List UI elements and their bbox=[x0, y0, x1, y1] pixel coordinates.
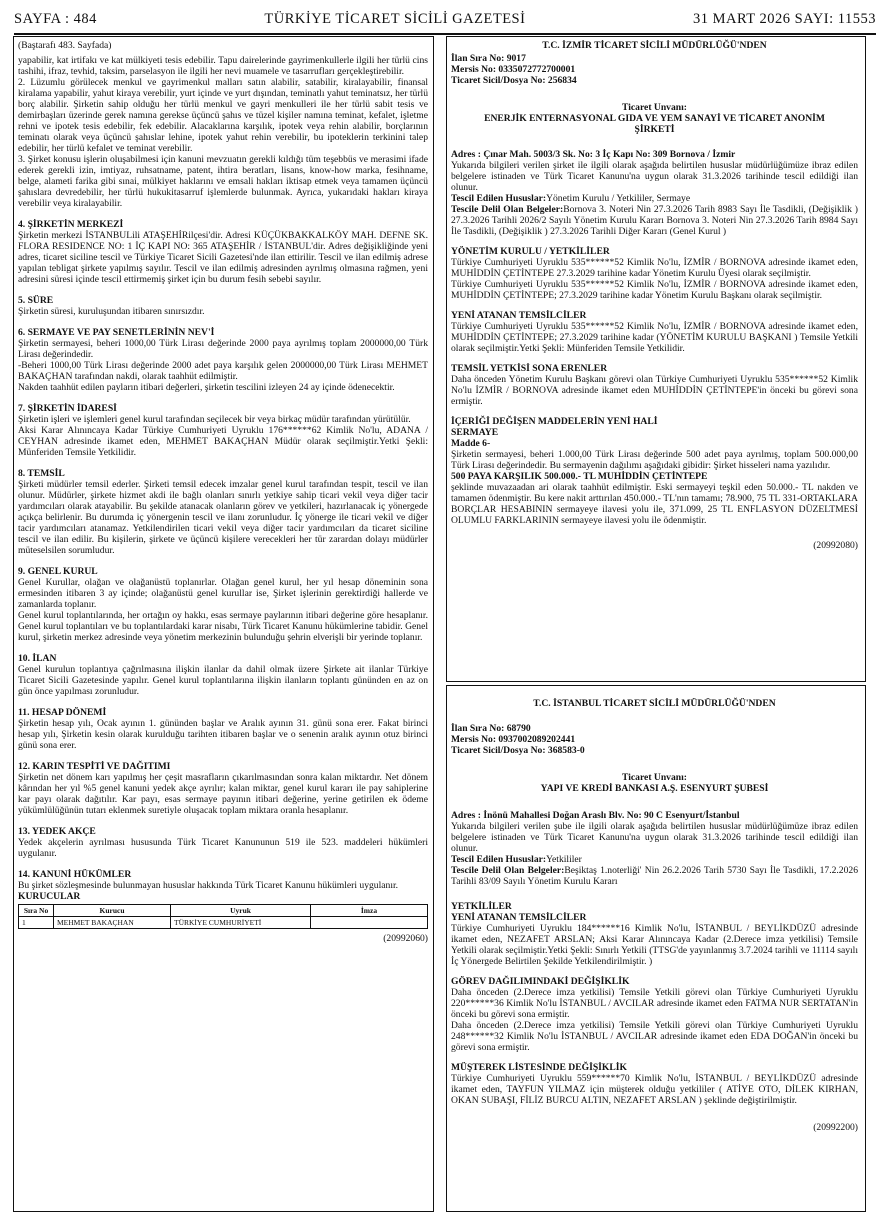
section-title: 6. SERMAYE VE PAY SENETLERİNİN NEV'İ bbox=[18, 327, 215, 338]
table-cell: MEHMET BAKAÇHAN bbox=[54, 917, 171, 929]
section-text: Genel Kurullar, olağan ve olağanüstü toplanırlar. Olağan genel kurul, her yıl hesap döneminin sona ermesinden itibaren 3 ay içinde; olağanüstü genel kurullar ise, Şirket işlerinin gerektirdiği hallerde ve zamanlarda toplanır. bbox=[18, 577, 428, 610]
section-text: Genel kurul toplantılarında, her ortağın oy hakkı, esas sermaye paylarının itibari değerine göre hesaplanır. Genel kurul toplantıları ve bu toplantılardaki karar nisabı, Türk Ticaret Kanunu hükümlerine tabidir. Genel kurul, şirketin merkez adresinde veya yönetim merkezinin bulunduğu şehrin elverişli bir yerinde toplanır. bbox=[18, 610, 428, 643]
ilan-no: İlan Sıra No: 9017 bbox=[451, 53, 526, 64]
section-text: Bu şirket sözleşmesinde bulunmayan hususlar hakkında Türk Ticaret Kanunu hükümleri uygulanır. bbox=[18, 880, 399, 891]
section-text: Şirketin işleri ve işlemleri genel kurul tarafından seçilecek bir veya birkaç müdür tarafından yürütülür. bbox=[18, 414, 411, 425]
gazette-title: TÜRKİYE TİCARET SİCİLİ GAZETESİ bbox=[264, 10, 526, 27]
section-text: Aksi Karar Alınıncaya Kadar Türkiye Cumhuriyeti Uyruklu 176******62 Kimlik No'lu, ADANA / CEYHAN adresinde ikamet eden, MEHMET BAKAÇHAN Müdür olarak seçilmiştir.Yetki Şekli: Münferiden Temsile Yetkilidir. bbox=[18, 425, 428, 458]
section-title: YETKİLİLER bbox=[451, 901, 512, 912]
trade-name-label: Ticaret Unvanı: bbox=[622, 772, 687, 783]
ilan-no: İlan Sıra No: 68790 bbox=[451, 723, 531, 734]
col-header: Uyruk bbox=[171, 905, 311, 917]
field-value: Yetkililer bbox=[546, 854, 582, 865]
notice-ref: (20992080) bbox=[813, 540, 858, 551]
notice-istanbul bbox=[451, 698, 858, 1133]
table-header-row bbox=[19, 905, 428, 917]
address: Adres : İnönü Mahallesi Doğan Araslı Blv. No: 90 C Esenyurt/İstanbul bbox=[451, 810, 740, 821]
section-title: 14. KANUNİ HÜKÜMLER bbox=[18, 869, 132, 880]
table-cell: 1 bbox=[19, 917, 54, 929]
section-text: Daha önceden Yönetim Kurulu Başkanı görevi olan Türkiye Cumhuriyeti Uyruklu 535******52 Kimlik No'lu İZMİR / BORNOVA adresinde ikamet eden MUHİDDİN ÇETİNTEPE'in önceki bu görevi sona ermiştir. bbox=[451, 374, 858, 407]
section-text: Şirketin sermayesi, beheri 1000,00 Türk Lirası değerinde 2000 paya ayrılmış toplam 2000000,00 Türk Lirası değerindedir. bbox=[18, 338, 428, 360]
section-title: YENİ ATANAN TEMSİLCİLER bbox=[451, 310, 587, 321]
founders-table bbox=[18, 904, 428, 929]
sicil-no: Ticaret Sicil/Dosya No: 256834 bbox=[451, 75, 577, 86]
section-text: Türkiye Cumhuriyeti Uyruklu 535******52 Kimlik No'lu, İZMİR / BORNOVA adresinde ikamet eden, MUHİDDİN ÇETİNTEPE; 27.3.2029 tarihine kadar Yönetim Kurulu Başkanı olarak seçilmiştir. bbox=[451, 279, 858, 301]
section-text: Yedek akçelerin ayrılması hususunda Türk Ticaret Kanununun 519 ile 523. maddeleri hükümleri uygulanır. bbox=[18, 837, 428, 859]
issue-date: 31 MART 2026 SAYI: 11553 bbox=[692, 10, 876, 27]
section-text: Daha önceden (2.Derece imza yetkilisi) Temsile Yetkili görevi olan Türkiye Cumhuriyeti Uyruklu 248******32 Kimlik No'lu İSTANBUL / AVCILAR adresinde ikamet eden EDA DOĞAN'in önceki bu görevi sona ermiştir. bbox=[451, 1020, 858, 1053]
continued-note: (Baştarafı 483. Sayfada) bbox=[18, 40, 112, 51]
section-title: 4. ŞİRKETİN MERKEZİ bbox=[18, 219, 124, 230]
col-header: Sıra No bbox=[19, 905, 54, 917]
sicil-no: Ticaret Sicil/Dosya No: 368583-0 bbox=[451, 745, 585, 756]
table-row bbox=[19, 917, 428, 929]
intro-text: Yukarıda bilgileri verilen şube ile ilgili olarak aşağıda belirtilen hususlar müdürlüğümüze ibraz edilen belgelere istinaden ve Türk Ticaret Kanunu'na uygun olarak 31.3.2026 tarihinde tescil edildiği ilan olunur. bbox=[451, 821, 858, 854]
section-text: Şirketin hesap yılı, Ocak ayının 1. gününden başlar ve Aralık ayının 31. günü sona erer. Fakat birinci hesap yılı, Şirketin kesin olarak kurulduğu tarihten itibaren başlar ve o senenin aralık ayının otuz birinci günü sona erer. bbox=[18, 718, 428, 751]
section-title: 8. TEMSİL bbox=[18, 468, 65, 479]
field-label: Tescil Edilen Hususlar: bbox=[451, 193, 547, 204]
field-label: Tescile Delil Olan Belgeler: bbox=[451, 204, 564, 215]
table-cell: TÜRKİYE CUMHURİYETİ bbox=[171, 917, 311, 929]
section-title: YÖNETİM KURULU / YETKİLİLER bbox=[451, 246, 610, 257]
section-title: 10. İLAN bbox=[18, 653, 57, 664]
registered-items bbox=[451, 193, 858, 204]
trade-name: ENERJİK ENTERNASYONAL GIDA VE YEM SANAYİ VE TİCARET ANONİM ŞİRKETİ bbox=[484, 113, 825, 135]
section-text: 500 PAYA KARŞILIK 500.000.- TL MUHİDDİN ÇETİNTEPE bbox=[451, 471, 708, 482]
field-label: Tescile Delil Olan Belgeler: bbox=[451, 865, 565, 876]
notice-ref: (20992200) bbox=[813, 1122, 858, 1133]
section-text: Şirketin süresi, kuruluşundan itibaren sınırsızdır. bbox=[18, 306, 205, 317]
section-title: 11. HESAP DÖNEMİ bbox=[18, 707, 107, 718]
section-text: Şirketin sermayesi, beheri 1.000,00 Türk Lirası değerinde 500 adet paya ayrılmış, toplam 500.000,00 Türk Lirası değerindedir. Bu sermayenin dağılımı aşağıdaki gibidir: Şirket hisseleri nama yazılıdır. bbox=[451, 449, 858, 471]
mersis-no: Mersis No: 0335072772700001 bbox=[451, 64, 576, 75]
intro-text: yapabilir, kat irtifakı ve kat mülkiyeti tesis edebilir. Tapu dairelerinde gayrimenkullerle ilgili her türlü cins tashihi, ifraz, tevhid, taksim, parselasyon ile ilgili her nevi muamele ve tasarrufları gerçekleştirebilir. bbox=[18, 55, 428, 77]
table-cell bbox=[311, 917, 428, 929]
evidence-docs bbox=[451, 865, 858, 887]
section-title: 5. SÜRE bbox=[18, 295, 54, 306]
article-label: Madde 6- bbox=[451, 438, 491, 449]
trade-name: YAPI VE KREDİ BANKASI A.Ş. ESENYURT ŞUBESİ bbox=[540, 783, 769, 794]
registry-office: T.C. İSTANBUL TİCARET SİCİLİ MÜDÜRLÜĞÜ'NDEN bbox=[533, 698, 776, 709]
section-title: GÖREV DAĞILIMINDAKİ DEĞİŞİKLİK bbox=[451, 976, 630, 987]
section-text: Türkiye Cumhuriyeti Uyruklu 559******70 Kimlik No'lu, İSTANBUL / BEYLİKDÜZÜ adresinde ikamet eden, TAYFUN YILMAZ için müşterek olduğu yetkililer ( ATİYE OTO, DİLEK KIRHAN, OKAN SUBAŞI, FİLİZ BURCU ALTIN, NEZAFET ARSLAN ) şeklinde değiştirilmiştir. bbox=[451, 1073, 858, 1106]
address: Adres : Çınar Mah. 5003/3 Sk. No: 3 İç Kapı No: 309 Bornova / İzmir bbox=[451, 149, 736, 160]
section-subtitle: SERMAYE bbox=[451, 427, 499, 438]
field-value: Bornova 3. Noteri Nin 27.3.2026 Tarih 8983 Sayı İle Tasdikli, (Değişiklik ) 27.3.2026 Tarihli 2026/2 Sayılı Yönetim Kurulu Kararı Bornova 3. Noteri Nin 27.3.2026 Tarih 8984 Sayı İle Tasdikli, (Değişiklik ) 27.3.2026 Tarihli Diğer Kararı (Genel Kurul ) bbox=[451, 204, 858, 237]
evidence-docs bbox=[451, 204, 858, 237]
section-text: Şirketin merkezi İSTANBULili ATAŞEHİRilçesi'dir. Adresi KÜÇÜKBAKKALKÖY MAH. DEFNE SK. FLORA RESIDENCE NO: 1 İÇ KAPI NO: 365 ATAŞEHİR / İSTANBUL'dir. Adres değişikliğinde yeni adres, ticaret siciline tescil ve Türkiye Ticaret Sicili Gazetesi'nde ilan ettirilir. Tescil ve ilan edilmiş adrese yapılan tebligat şirkete yapılmış sayılır. Tescil ve ilan edilmiş adresinden ayrılmış olmasına rağmen, yeni adresini süresi içinde tescil ettirmemiş şirket için bu durum fesih sebebi sayılır. bbox=[18, 230, 428, 285]
field-value: Beşiktaş 1.noterliği' Nin 26.2.2026 Tarih 5730 Sayı İle Tasdikli, 17.2.2026 Tarihli 83/09 Sayılı Yönetim Kurulu Kararı bbox=[451, 865, 858, 887]
trade-name-label: Ticaret Unvanı: bbox=[622, 102, 687, 113]
section-title: 13. YEDEK AKÇE bbox=[18, 826, 96, 837]
section-title: 7. ŞİRKETİN İDARESİ bbox=[18, 403, 117, 414]
col-header: İmza bbox=[311, 905, 428, 917]
page-number: SAYFA : 484 bbox=[14, 10, 97, 27]
col-header: Kurucu bbox=[54, 905, 171, 917]
section-text: şeklinde muvazaadan ari olarak taahhüt edilmiştir. Eski sermayeyi teşkil eden 50.000.- TL nakden ve tamamen ödenmiştir. Bu kere nakit arttırılan 450.000.- TL'nın tamamı; 78.900, 75 TL 331-ORTAKLARA BORÇLAR HESABININ sermayeye ilavesi yolu ile, 371.099, 25 TL ENFLASYON DÜZELTMESİ OLUMLU FARKLARININ sermayeye ilavesi yolu ile ödenmiştir. bbox=[451, 482, 858, 526]
left-column bbox=[18, 40, 428, 944]
notice-izmir bbox=[451, 40, 858, 551]
registry-office: T.C. İZMİR TİCARET SİCİLİ MÜDÜRLÜĞÜ'NDEN bbox=[542, 40, 767, 51]
section-title: MÜŞTEREK LİSTESİNDE DEĞİŞİKLİK bbox=[451, 1062, 627, 1073]
section-text: Türkiye Cumhuriyeti Uyruklu 535******52 Kimlik No'lu, İZMİR / BORNOVA adresinde ikamet eden, MUHİDDİN ÇETİNTEPE; 27.3.2029 tarihine kadar (YÖNETİM KURULU BAŞKANI ) Temsile Yetkili olarak seçilmiştir.Yetki Şekli: Münferiden Temsile Yetkilidir. bbox=[451, 321, 858, 354]
section-title: YENİ ATANAN TEMSİLCİLER bbox=[451, 912, 587, 923]
section-text: Türkiye Cumhuriyeti Uyruklu 184******16 Kimlik No'lu, İSTANBUL / BEYLİKDÜZÜ adresinde ikamet eden, NEZAFET ARSLAN; Aksi Karar Alınıncaya Kadar (2.Derece imza yetkilisi) Temsile Yetkili olarak seçilmiştir.Yetki Şekli: Sınırlı Yetkili (TTSG'de yayınlanmış 3.7.2024 tarihli ve 11114 sayılı İç Yönergede Belirtilen Şekilde Yetkilendirilmiştir. ) bbox=[451, 923, 858, 967]
notice-ref: (20992060) bbox=[383, 933, 428, 944]
section-text: -Beheri 1000,00 Türk Lirası değerinde 2000 adet paya karşılık gelen 2000000,00 Türk Lirası MEHMET BAKAÇHAN tarafından nakdi, olarak taahhüt edilmiştir. bbox=[18, 360, 428, 382]
field-label: Tescil Edilen Hususlar: bbox=[451, 854, 547, 865]
page-header bbox=[14, 6, 876, 32]
mersis-no: Mersis No: 0937002089202441 bbox=[451, 734, 576, 745]
section-title: 9. GENEL KURUL bbox=[18, 566, 98, 577]
section-text: Nakden taahhüt edilen payların itibari değerleri, şirketin tescilini izleyen 24 ay içinde ödenecektir. bbox=[18, 382, 395, 393]
header-rule bbox=[14, 33, 876, 35]
section-text: Türkiye Cumhuriyeti Uyruklu 535******52 Kimlik No'lu, İZMİR / BORNOVA adresinde ikamet eden, MUHİDDİN ÇETİNTEPE 27.3.2029 tarihine kadar Yönetim Kurulu Üyesi olarak seçilmiştir. bbox=[451, 257, 858, 279]
registered-items bbox=[451, 854, 858, 865]
founders-title: KURUCULAR bbox=[18, 891, 81, 902]
section-text: Genel kurulun toplantıya çağrılmasına ilişkin ilanlar da dahil olmak üzere Şirkete ait ilanlar Türkiye Ticaret Sicili Gazetesinde yapılır. Genel kurul toplantılarına ilişkin ilanların toplantı gününden en az on gün önce yapılması zorunludur. bbox=[18, 664, 428, 697]
intro-text: Yukarıda bilgileri verilen şirket ile ilgili olarak aşağıda belirtilen hususlar müdürlüğümüze ibraz edilen belgelere istinaden ve Türk Ticaret Kanunu'na uygun olarak 31.3.2026 tarihinde tescil edildiği ilan olunur. bbox=[451, 160, 858, 193]
section-text: Şirketin net dönem karı yapılmış her çeşit masrafların çıkarılmasından sonra kalan miktardır. Net dönem kârından her yıl %5 genel kanuni yedek akçe ayrılır; kalan miktar, genel kurul kararı ile pay sahiplerine kar payı olarak dağıtılır. Kar payı, esas sermaye payının itibari değerine, yerine getirilen ek ödeme yükümlülüğünün tutarı eklenmek suretiyle oluşacak toplam miktara oranla hesaplanır. bbox=[18, 772, 428, 816]
section-text: Daha önceden (2.Derece imza yetkilisi) Temsile Yetkili görevi olan Türkiye Cumhuriyeti Uyruklu 220******36 Kimlik No'lu İSTANBUL / AVCILAR adresinde ikamet eden FATMA NUR SERTATAN'in önceki bu görevi sona ermiştir. bbox=[451, 987, 858, 1020]
section-title: İÇERİĞİ DEĞİŞEN MADDELERİN YENİ HALİ bbox=[451, 416, 658, 427]
field-value: Yönetim Kurulu / Yetkililer, Sermaye bbox=[546, 193, 691, 204]
clause-2: 2. Lüzumlu görülecek menkul ve gayrimenkul malları satın alabilir, satabilir, kiralayabilir, finansal kiralama yapabilir, yahut kiraya verebilir, yurt içinde ve yurt dışından, teminatlı yahut teminatsız, her türlü borç alabilir. Şirketin sahip olduğu her türlü menkul ve gayri menkulleri ile her türlü sabit tesis ve demirbaşları üzerinde gerek namına gerekse üçüncü şahıs ve tüzel kişiler namına teminat, kefalet, işletme rehni ve ipotek tesis edebilir, fek edebilir. Alacaklarına karşılık, ipotek veya rehin alabilir, borçlarının teminatı olarak veya üçüncü şahıslar lehine, ipotek yahut rehin verebilir, bu ipoteklerin terkinini talep edebilir, her türlü kefalet ve teminat verebilir. bbox=[18, 77, 428, 154]
section-title: TEMSİL YETKİSİ SONA ERENLER bbox=[451, 363, 608, 374]
section-title: 12. KARIN TESPİTİ VE DAĞITIMI bbox=[18, 761, 171, 772]
section-text: Şirketi müdürler temsil ederler. Şirketi temsil edecek imzalar genel kurul tarafından tespit, tescil ve ilan olunur. Müdürler, şirkete hizmet akdi ile bağlı olanları sınırlı yetkiye sahip ticari vekil veya diğer tacir yardımcıları olarak atayabilir. Bu şekilde atanacak olanların görev ve yetkileri, hazırlanacak iç yönergede açıkça belirlenir. Bu durumda iç yönergenin tescil ve ilanı zorunludur. İç yönerge ile ticari vekil ve diğer tacir yardımcıları atanamaz. Yetkilendirilen ticari vekil veya diğer tacir yardımcıları da ticaret siciline tescil ve ilan edilir. Bu kişilerin, şirkete ve üçüncü kişilere verecekleri her tür zarardan dolayı müdürler müteselsilen sorumludur. bbox=[18, 479, 428, 556]
clause-3: 3. Şirket konusu işlerin oluşabilmesi için kanuni mevzuatın gerekli kıldığı tüm teşebbüs ve merasimi ifade ederek gerekli izin, imtiyaz, ruhsatname, patent, ihtira beratları, lisans, know-how marka, fesihname, belge, alameti farika gibi sınai, mülkiyet haklarını ve emsali hakları iktisap etmek veya tamamen üçüncü şahıslara devredebilir, her türlü hukukitasarruf işlemlerde bulunmak. Ayrıca, yukarıdaki hakları kiraya verebilir veya kiralayabilir. bbox=[18, 154, 428, 209]
